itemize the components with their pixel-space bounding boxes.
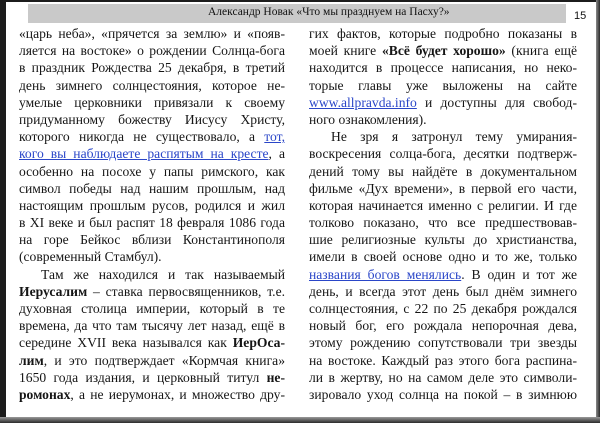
scan-edge-bottom (0, 417, 600, 423)
text-fragment: которого никогда не существовало, а (19, 129, 265, 145)
text-line: духовная столица империи, который в те (19, 301, 285, 316)
scan-edge-right (596, 0, 600, 423)
text-line: воскресения солца-бога, десятки подтверж- (309, 146, 577, 162)
text-line: имели в своей основе одно и то же, только (309, 249, 577, 265)
text-line (19, 386, 285, 403)
page-number: 15 (574, 10, 587, 22)
text-fragment: моей книге (309, 43, 382, 59)
text-line: фильме «Дух времени», в первой его части, (309, 180, 577, 196)
left-column (19, 25, 285, 403)
text-line: гих фактов, которые подробно показаны в (309, 26, 577, 41)
website-link[interactable]: www.allpravda.info (309, 94, 417, 110)
text-fragment: , и это подтверждает «Кормчая книга» (43, 352, 285, 368)
bold-term: ромонах (19, 386, 71, 402)
text-line: особенно на посохе у папы римского, как (19, 163, 285, 179)
text-fragment: (книга ещё (505, 43, 577, 59)
text-line: на горе Бейкос вблизи Константинополя (19, 232, 285, 248)
right-column (309, 25, 577, 403)
text-fragment: 1650 года издания, и церковный титул (19, 369, 267, 385)
text-line: придуманному божеству Иисусу Христу, (19, 111, 285, 127)
text-line: день зимнего солнцестояния, которое не- (19, 77, 285, 93)
text-line (19, 334, 285, 351)
text-line (19, 283, 285, 300)
text-line: толково показано, что все предшествовав- (309, 215, 577, 231)
text-line (309, 42, 577, 59)
text-line: день, и всегда этот день был днём зимнего (309, 283, 577, 299)
text-line (19, 145, 285, 162)
inline-link[interactable]: кого вы наблюдаете распятым на кресте (19, 146, 269, 162)
text-line: зировало уход солнца на покой – в зимнюю (309, 386, 577, 402)
text-line (309, 266, 577, 283)
text-line: которая начинается именно с религии. И где (309, 197, 577, 213)
text-line: «царь неба», «прячется за землю» и «появ- (19, 26, 285, 41)
inline-link[interactable]: названия богов менялись (309, 266, 462, 282)
scan-edge-left (0, 0, 6, 423)
scan-edge-top (0, 0, 600, 2)
running-header (28, 4, 587, 23)
text-line: (современный Стамбул). (19, 249, 162, 265)
text-fragment: – ставка первосвященников, т.е. (87, 283, 285, 299)
text-fragment: . В один и тот же (461, 266, 577, 282)
text-fragment: середине XVII века назывался как (19, 335, 233, 351)
text-line: символ победы над нашим прошлым, над (19, 180, 285, 196)
inline-link[interactable]: тот, (264, 129, 285, 145)
book-title: «Всё будет хорошо» (381, 43, 506, 59)
text-line: шие религиозные культы до христианства, (309, 232, 577, 248)
text-line: Там же находился и так называемый (41, 266, 285, 282)
bold-term: лим (19, 352, 44, 368)
text-line: настоящим прошлым русов, родился и жил (19, 197, 285, 213)
text-line: Не зря я затронул тему умирания- (331, 129, 577, 145)
text-line: солнцестояния, с 22 по 25 декабря рождался (309, 301, 577, 316)
text-fragment: , а (268, 146, 285, 162)
bold-term: не- (266, 369, 285, 385)
text-line: в праздник Рождества 25 декабря, в третий (19, 60, 285, 76)
text-line: ли в жертву, но на самом деле это символи- (309, 369, 577, 385)
text-line: ляется на востоке» о рождении Солнца-бога (19, 43, 285, 59)
text-line: дений тому вы найдёте в документальном (309, 163, 577, 179)
text-line: находится в процессе написания, но неко- (309, 60, 577, 76)
text-line (19, 369, 285, 386)
text-line: ного ознакомления). (309, 111, 427, 127)
text-fragment: и доступны для свобод- (416, 94, 577, 110)
text-line: этому рождению сопутствовали три звезды (309, 335, 577, 351)
text-line: новый бог, его рождала непорочная дева, (309, 318, 577, 334)
text-line (19, 128, 285, 145)
header-title: Александр Новак «Что мы празднуем на Пасху?» (208, 6, 450, 18)
text-line: умелые церковники привязали к своему (19, 94, 285, 110)
text-line: времена, да что там тысячу лет назад, ещё в (19, 318, 285, 334)
bold-term: Иерусалим (19, 283, 88, 299)
bold-term: ИерОса- (232, 335, 285, 351)
text-line: на востоке. Каждый раз этого бога распина- (309, 352, 577, 368)
text-line (309, 94, 577, 111)
text-fragment: , а не иерумонах, и множество дру- (70, 386, 285, 402)
text-line: в XI веке и был распят 18 февраля 1086 года (19, 215, 285, 231)
text-line (19, 352, 285, 369)
text-line: торые главы уже выложены на сайте (309, 77, 577, 93)
